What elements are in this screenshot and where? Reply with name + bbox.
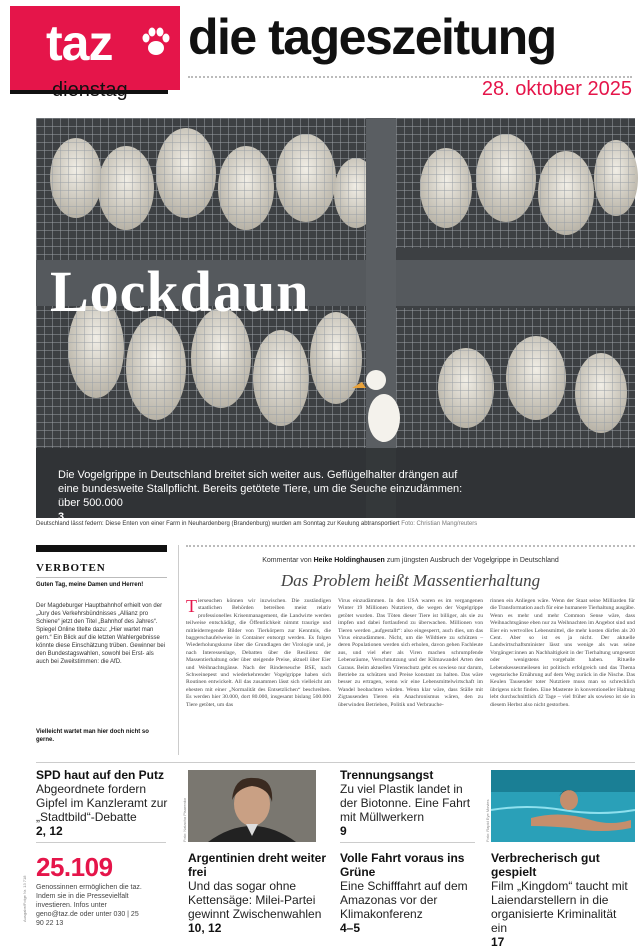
logo-wordmark: taz [46,15,113,71]
verboten-divider [36,577,167,578]
photo-credit-argentina: Foto: Natacha Pisarenko [182,797,187,842]
teaser-headline: Volle Fahrt voraus ins Grüne [340,851,465,879]
weekday-label: dienstag [52,79,128,101]
teaser-kingdom[interactable] [491,851,635,949]
verboten-body: Der Magdeburger Hauptbahnhof erhielt von der „Jury des Verkehrsbündnisses „Allianz pro Schiene“ jetzt den Titel „Bahnhof des Jahres“. Spiegel Online titelte dazu: „Hier wartet man gern.“ Ein Blick auf die letzten Wahlergebnisse könnte diese Einschätzung trüben. Gewinner bei den Bundestagswahlen, sowohl bei Erst- als auch bei Zweitstimmen: die AfD. [36,603,166,665]
teaser-volle-fahrt[interactable] [340,851,480,935]
teaser-page-ref: 9 [340,824,347,838]
hero-headline: Lockdaun [50,259,310,324]
taz-logo [10,6,180,90]
photo-credit-kingdom: Foto: Rapid Eye Movies [485,799,490,842]
teaser-text: Und das sogar ohne Kettensäge: Milei-Partei gewinnt Zwischenwahlen [188,879,322,921]
hero-caption [58,468,478,524]
teaser-divider [36,762,635,763]
teaser-divider-small [36,842,166,843]
hero-photo[interactable] [36,118,635,523]
teaser-page-ref: 10, 12 [188,921,222,935]
teaser-page-ref: 4–5 [340,921,361,935]
commentary-headline[interactable]: Das Problem heißt Massentierhaltung [280,571,541,590]
commentary-body [186,598,635,756]
teaser-headline: SPD haut auf den Putz [36,768,165,782]
commentary-column-2: Virus einzudämmen. In den USA waren es im vergangenen Winter 19 Millionen Nutztiere, die wegen der Vogelgrippe getötet wurden. Das Töten dieser Tiere ist billiger, als sie zu impfen und dabei fortlaufend zu überwachen. Millionen von Tieren werden „aufgestallt“: also eingesperrt, auch dies, um das Virus einzudämmen. Nicht, um die Wildtiere zu schützen – deren Populationen werden sich erholen, davon gehen Fachleute aus, und viel eher als Viren machen schrumpfende Lebensräume, Verschmutzung und der Klimawandel Arten den Garaus. Beim aktuellen Virenschutz geht es sowieso nur darum, Betriebe zu schützen und Preise konstant zu halten. Das wäre besser zu ertragen, wenn wir eine Lebensmittelwirtschaft im Wandel beobachten würden. Wenn klar wäre, dass Ställe mit Zigtausenden Tieren ein Anachronismus wären, den zu überwinden Betrieben, Politik und Verbrauche- [338,598,483,708]
column-separator [178,545,179,755]
hero-page-ref: 3 [58,511,65,523]
teaser-text: Abgeordnete fordern Gipfel im Kanzleramt zur „Stadtbild“-Debatte [36,782,168,824]
pool-scene-illustration [491,770,635,842]
photo-caption [36,521,477,527]
commentary-column-3: rinnen ein Anliegen wäre. Wenn der Staat seine Milliarden für die Transformation auch für eine humanere Tierhaltung ausgäbe. Wenn es mehr und mehr Common Sense wäre, dass Weihnachtsgänse eben nur zu Weihnachten im Angebot sind und Eier ein wertvolles Lebensmittel, die mehr kosten dürfen als 20 Cent. Aber so ist es ja nicht. Der aktuelle Landwirtschaftsminister lässt uns wenige als was seine Vorgänger:innen an Nachhaltigkeit in der Tierhaltung umgesetzt oder wenigstens vorgehabt haben. Rituelle Lebenskessesmeilesen ist politisch erfolgreich und das Thema vegetarische Ernährung auf dem Weg zurück in die Nische. Das Keulen Tausender toter Nutztiere muss man so schrecklich übrigens nicht finden. Eine Mastente in konventioneller Haltung lebt durchschnittlich 42 Tage – viel früher als sowieso ist sie in diesem Herbst also nicht gestorben. [490,598,635,708]
paw-icon [138,24,174,60]
teaser-page-ref: 17 [491,935,505,949]
verboten-punchline: Vielleicht wartet man hier doch nicht so gerne. [36,729,149,743]
commentary-divider [186,545,635,547]
milei-photo[interactable] [188,770,316,842]
commentary-byline [186,557,635,564]
byline-prefix: Kommentar von [262,557,312,564]
photo-credit-text: Deutschland lässt federn: Diese Enten von einer Farm in Neuhardenberg (Brandenburg) wurden am Sonntag zur Keulung abtransportiert [36,521,400,527]
photographer-credit: Foto: Christian Mang/reuters [401,521,478,527]
verboten-greeting: Guten Tag, meine Damen und Herren! [36,582,144,588]
teaser-text: Zu viel Plastik landet in der Biotonne. Eine Fahrt mit Müllwerkern [340,782,471,824]
member-note: Genossinnen ermöglichen die taz. Indem sie in die Pressevielfalt investieren. Infos unter geno@taz.de oder unter 030 | 25 90 22 13 [36,884,142,927]
byline-suffix: zum jüngsten Ausbruch der Vogelgrippe in Deutschland [386,557,559,564]
drop-cap: T [186,596,197,616]
teaser-spd[interactable] [36,768,176,838]
commentary-column-1 [186,598,331,756]
teaser-text: Film „Kingdom“ taucht mit Laiendarstellern in die organisierte Kriminalität ein [491,879,628,935]
portrait-illustration [188,770,316,842]
teaser-trennung[interactable] [340,768,480,838]
teaser-headline: Verbrecherisch gut gespielt [491,851,600,879]
verboten-bar [36,545,167,552]
teaser-headline: Trennungsangst [340,768,434,782]
author-name[interactable]: Heike Holdinghausen [313,557,385,564]
teaser-argentinien[interactable] [188,851,328,935]
member-count: 25.109 [36,852,113,882]
kingdom-photo[interactable] [491,770,635,842]
commentary-text-1: ierseuchen können wir inzwischen. Die zuständigen staatlichen Behörden betreiben meist relativ professionelles Krisenmanagement, die Landwirte werden teilweise entschädigt, die Öffentlichkeit nimmt traurige und mitleiderregende Bilder von Tierkörpern zur Kenntnis, die baggerschaufelweise in Container entsorgt werden. Es folgen Wiederholungskurse über die Grundlagen der Virologie und, je nach Interessenlage, Debatten über die Resilienz der Massentierhaltung oder über steigende Preise, aktuell über Eier und Weihnachtsgänse. Nach der Rinderseuche BSE, nach Schweinepest und wiederkehrender Vogelgrippe haben sich Routinen entwickelt. All das zusammen lässt sich vielleicht am ehesten mit einer „Normalität des Entsetzlichen“ beschreiben. Es werden hier 30.000, dort 80.000, insgesamt bislang 500.000 Tiere getötet, um das [186,598,331,708]
issue-number: Ausgabe/Folge Nr. 13 718 [22,875,27,922]
teaser-headline: Argentinien dreht weiter frei [188,851,327,879]
issue-date: 28. oktober 2025 [481,78,632,100]
teaser-text: Eine Schifffahrt auf dem Amazonas vor der Klimakonferenz [340,879,468,921]
newspaper-title: die tageszeitung [188,9,556,65]
teaser-page-ref: 2, 12 [36,824,63,838]
verboten-title: VERBOTEN [36,562,106,574]
teaser-divider-small [340,842,475,843]
hero-caption-text: Die Vogelgrippe in Deutschland breitet sich weiter aus. Geflügelhalter drängen auf eine bundesweite Stallpflicht. Bereits getötete Tiere, um die Seuche einzudämmen: über 500.000 [58,469,463,509]
